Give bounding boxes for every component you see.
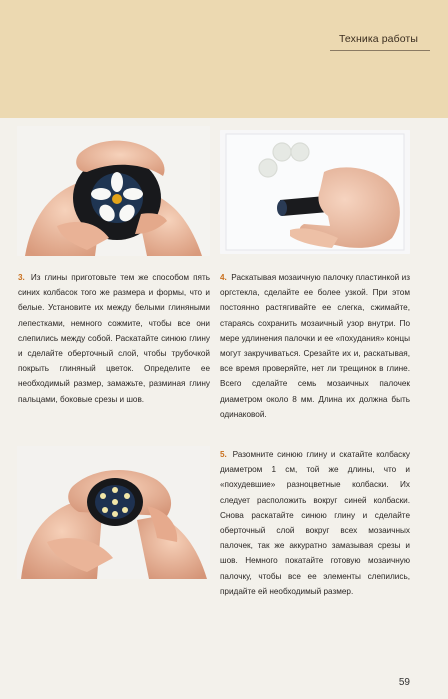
hands-holding-mosaic-cane-icon — [17, 446, 210, 579]
photo-step-3 — [17, 126, 210, 256]
step-3-number: 3. — [18, 273, 25, 282]
header-rule — [330, 50, 430, 51]
section-title: Техника работы — [339, 33, 418, 45]
step-5-body: Разомните синюю глину и скатайте колбаску диаметром 1 см, той же длины, что и «похудевшие» разноцветные колбаски. Их следует расположить вокруг синей колбаски. Снова раскатайте синюю глину и сделайте оберточный слой вокруг всех мозаичных палочек, так же аккуратно замазывая срезы и шов. Немного покатайте готовую мозаичную палочку, чтобы все ее элементы слепились, придайте ей необходимый размер. — [220, 450, 410, 596]
hand-rolling-clay-cane-icon — [220, 130, 410, 254]
step-5-text — [220, 447, 410, 599]
header-band — [0, 0, 448, 118]
step-4-text — [220, 270, 410, 422]
page-number: 59 — [398, 677, 410, 688]
step-3-body: Из глины приготовьте тем же способом пять синих колбасок того же размера и формы, что и белые. Установите их между белыми глиняными лепестками, немного сожмите, чтобы все они слепились между собой. Раскатайте синюю глину и сделайте оберточный слой, чтобы трубочкой покрыть глиняный цветок. Определите ее необходимый размер, замажьте, разминая глину пальцами, боковые срезы и шов. — [18, 273, 211, 404]
step-4-number: 4. — [220, 273, 227, 282]
step-4-body: Раскатывая мозаичную палочку пластинкой из оргстекла, сделайте ее более узкой. При этом постоянно растягивайте ее слегка, сжимайте, стараясь сохранить мозаичный узор внутри. По мере удлинения палочки и ее «похудания» концы могут закручиваться. Срезайте их и, раскатывая, все время проверяйте, нет ли трещинок в глине. Всего сделайте семь мозаичных палочек диаметром около 8 мм. Длина их должна быть одинаковой. — [220, 273, 410, 419]
photo-step-5 — [17, 446, 210, 579]
photo-step-4 — [220, 130, 410, 254]
step-3-text — [18, 270, 210, 407]
step-5-number: 5. — [220, 450, 227, 459]
hands-holding-flower-cane-icon — [17, 126, 210, 256]
